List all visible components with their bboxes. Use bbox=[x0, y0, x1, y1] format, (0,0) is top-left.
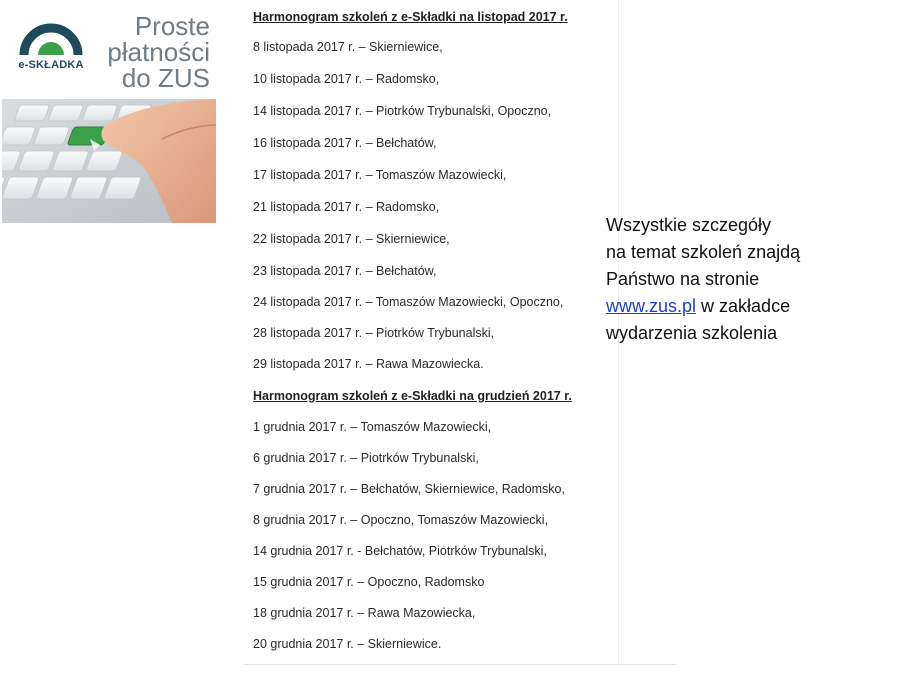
schedule-row: 6 grudnia 2017 r. – Piotrków Trybunalski, bbox=[253, 451, 479, 465]
schedule-row: 17 listopada 2017 r. – Tomaszów Mazowiecki, bbox=[253, 168, 507, 182]
e-skladka-logo bbox=[16, 23, 86, 83]
schedule-row: 21 listopada 2017 r. – Radomsko, bbox=[253, 200, 440, 214]
info-line: Wszystkie szczegóły bbox=[606, 215, 772, 235]
schedule-row: 28 listopada 2017 r. – Piotrków Trybunalski, bbox=[253, 326, 495, 340]
schedule-row: 8 listopada 2017 r. – Skierniewice, bbox=[253, 40, 443, 54]
schedule-row: 29 listopada 2017 r. – Rawa Mazowiecka. bbox=[253, 357, 484, 371]
november-heading: Harmonogram szkoleń z e-Składki na listopad 2017 r. bbox=[253, 10, 568, 24]
tagline-line: Proste bbox=[134, 11, 210, 41]
tagline-line: do ZUS bbox=[121, 63, 210, 93]
schedule-row: 14 grudnia 2017 r. - Bełchatów, Piotrków Trybunalski, bbox=[253, 544, 547, 558]
keyboard-photo bbox=[2, 99, 216, 223]
schedule-row: 20 grudnia 2017 r. – Skierniewice. bbox=[253, 637, 442, 651]
schedule-row: 14 listopada 2017 r. – Piotrków Trybunalski, Opoczno, bbox=[253, 104, 552, 118]
logo-arc-icon bbox=[16, 23, 86, 59]
tagline-line: płatności bbox=[107, 37, 210, 67]
e-skladka-banner bbox=[2, 3, 216, 223]
schedule-row: 22 listopada 2017 r. – Skierniewice, bbox=[253, 232, 450, 246]
schedule-row: 8 grudnia 2017 r. – Opoczno, Tomaszów Mazowiecki, bbox=[253, 513, 549, 527]
schedule-row: 23 listopada 2017 r. – Bełchatów, bbox=[253, 264, 437, 278]
info-line: Państwo na stronie bbox=[606, 269, 760, 289]
schedule-row: 24 listopada 2017 r. – Tomaszów Mazowiecki, Opoczno, bbox=[253, 295, 564, 309]
info-text-block bbox=[606, 212, 896, 347]
info-line: wydarzenia szkolenia bbox=[606, 323, 778, 343]
schedule-row: 15 grudnia 2017 r. – Opoczno, Radomsko bbox=[253, 575, 485, 589]
schedule-row: 1 grudnia 2017 r. – Tomaszów Mazowiecki, bbox=[253, 420, 492, 434]
schedule-row: 10 listopada 2017 r. – Radomsko, bbox=[253, 72, 440, 86]
info-line-rest: w zakładce bbox=[696, 296, 791, 316]
schedule-row: 7 grudnia 2017 r. – Bełchatów, Skierniewice, Radomsko, bbox=[253, 482, 565, 496]
logo-text: e-SKŁADKA bbox=[18, 59, 84, 71]
schedule-row: 16 listopada 2017 r. – Bełchatów, bbox=[253, 136, 437, 150]
info-line: na temat szkoleń znajdą bbox=[606, 242, 801, 262]
schedule-row: 18 grudnia 2017 r. – Rawa Mazowiecka, bbox=[253, 606, 476, 620]
zus-website-link[interactable]: www.zus.pl bbox=[606, 296, 697, 316]
banner-tagline bbox=[100, 13, 210, 91]
december-heading: Harmonogram szkoleń z e-Składki na grudzień 2017 r. bbox=[253, 389, 572, 403]
info-line bbox=[606, 293, 896, 320]
